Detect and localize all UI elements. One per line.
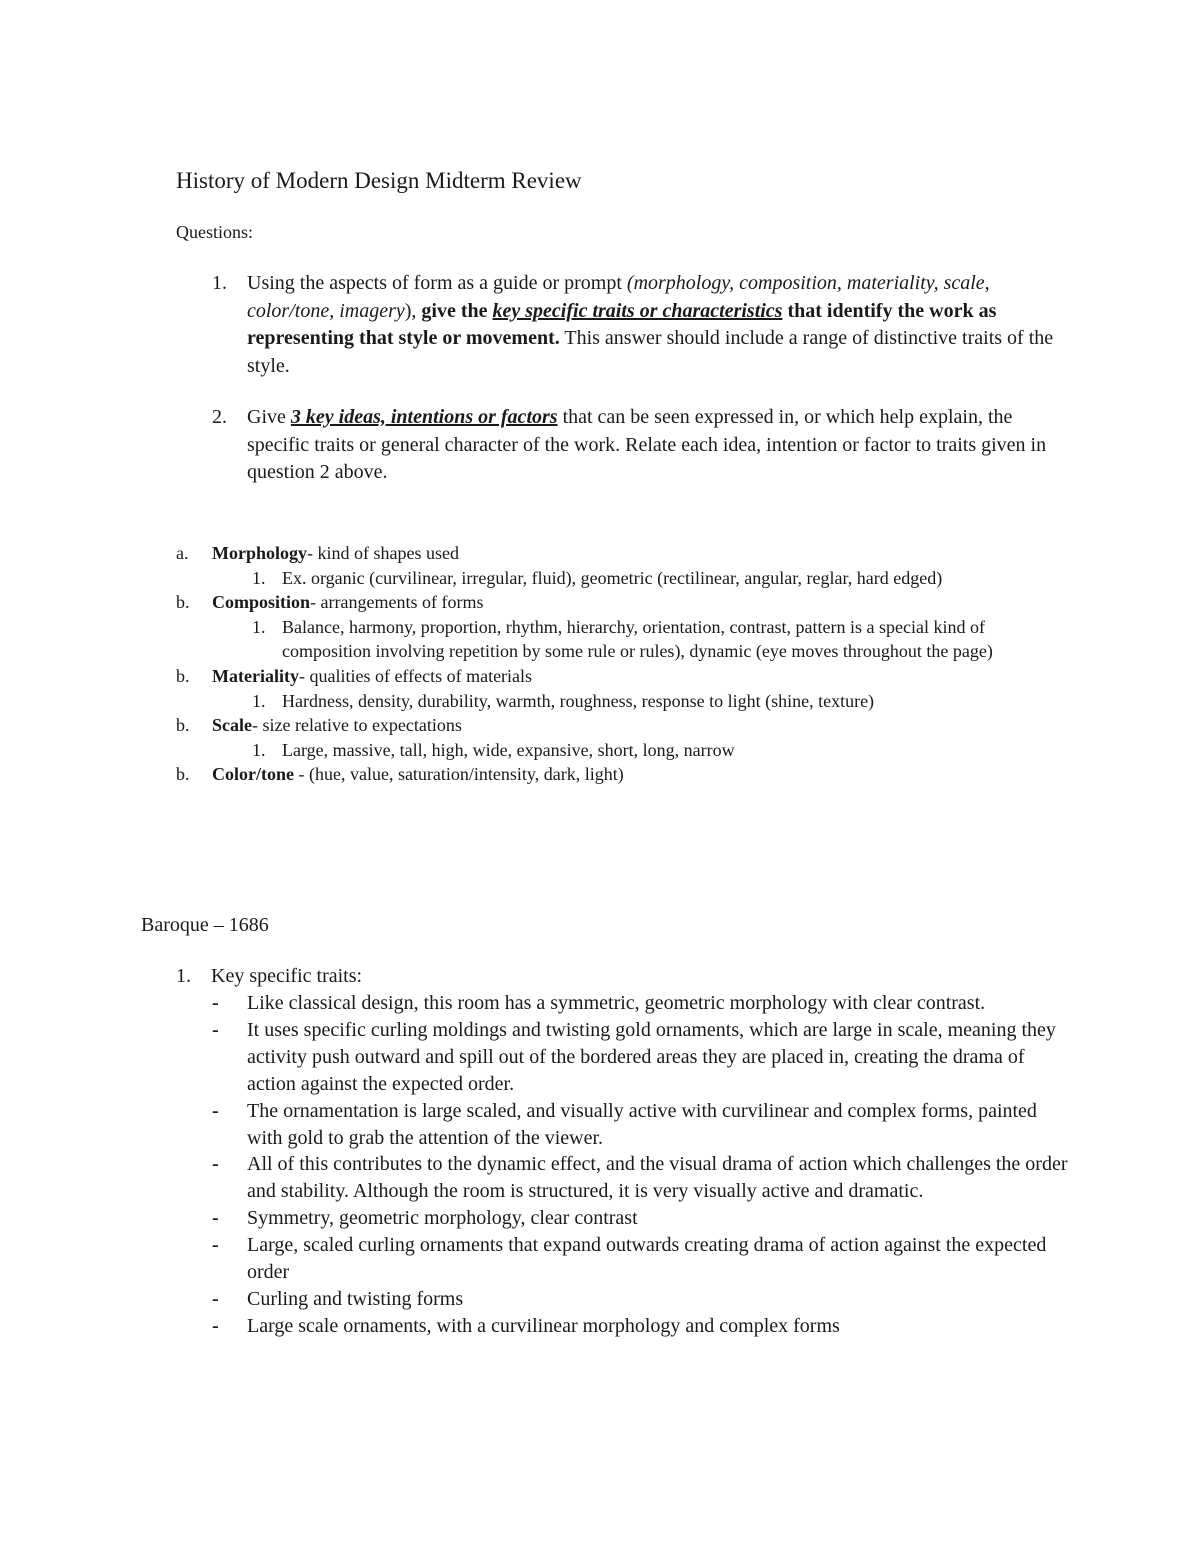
aspect-item-color-tone: b. Color/tone - (hue, value, saturation/intensity, dark, light) [176,764,624,785]
aspect-item-materiality: b. Materiality- qualities of effects of materials [176,665,533,686]
question-number: 1. [212,272,227,294]
aspect-sub-item: 1. Hardness, density, durability, warmth, roughness, response to light (shine, texture) [252,690,875,711]
list-item: - Large, scaled curling ornaments that expand outwards creating drama of action against the expected order [212,1234,1047,1284]
question-text: Using the aspects of form as a guide or prompt (morphology, composition, materiality, scale, color/tone, imagery), give the key specific traits or characteristics that identify the work as representing that style or movement. This answer should include a range of distinctive traits of the style. [247,272,1054,377]
list-item: - The ornamentation is large scaled, and visually active with curvilinear and complex forms, painted with gold to grab the attention of the viewer. [212,1099,1037,1149]
aspect-term: Color/tone [212,764,294,785]
list-item: - It uses specific curling moldings and twisting gold ornaments, which are large in scale, meaning they activity push outward and spill out of the bordered areas they are placed in, creating the drama of action against the expected order. [212,1018,1056,1095]
list-item: - Symmetry, geometric morphology, clear contrast [212,1207,638,1230]
aspect-item-morphology: a. Morphology- kind of shapes used [176,543,459,563]
questions-label: Questions: [176,222,254,242]
question-1 [212,270,1072,380]
aspect-term: Morphology [212,543,308,563]
question-number: 2. [212,406,227,428]
aspect-term: Materiality [212,665,299,686]
aspect-sub-item: 1. Ex. organic (curvilinear, irregular, fluid), geometric (rectilinear, angular, reglar, hard edged) [252,567,943,588]
key-traits-heading: 1. Key specific traits: [176,965,363,987]
list-item: - All of this contributes to the dynamic effect, and the visual drama of action which challenges the order and stability. Although the room is structured, it is very visually active and dramatic. [212,1153,1068,1203]
list-item: - Curling and twisting forms [212,1287,464,1310]
section-heading-baroque: Baroque – 1686 [141,914,269,936]
emphasis-underlined: 3 key ideas, intentions or factors [290,406,558,428]
list-item: - Like classical design, this room has a symmetric, geometric morphology with clear contrast. [212,992,986,1014]
aspect-sub-item: 1. Balance, harmony, proportion, rhythm, hierarchy, orientation, contrast, pattern is a special kind of composition involving repetition by some rule or rules), dynamic (eye moves throughout the page) [252,616,993,662]
aspect-item-composition: b. Composition- arrangements of forms [176,592,484,613]
aspect-sub-item: 1. Large, massive, tall, high, wide, expansive, short, long, narrow [252,739,735,760]
emphasis-underlined: key specific traits or characteristics [492,299,783,322]
aspect-item-scale: b. Scale- size relative to expectations [176,715,462,736]
aspect-term: Scale [212,715,252,736]
question-text: Give 3 key ideas, intentions or factors that can be seen expressed in, or which help explain, the specific traits or general character of the work. Relate each idea, intention or factor to traits given in question 2 above. [247,406,1047,483]
baroque-trait-list [212,990,1072,1340]
aspects-list [176,541,1076,787]
list-item: - Large scale ornaments, with a curvilinear morphology and complex forms [212,1314,840,1337]
question-2 [212,404,1072,487]
document-title: History of Modern Design Midterm Review [176,168,582,193]
aspect-term: Composition [212,592,311,613]
